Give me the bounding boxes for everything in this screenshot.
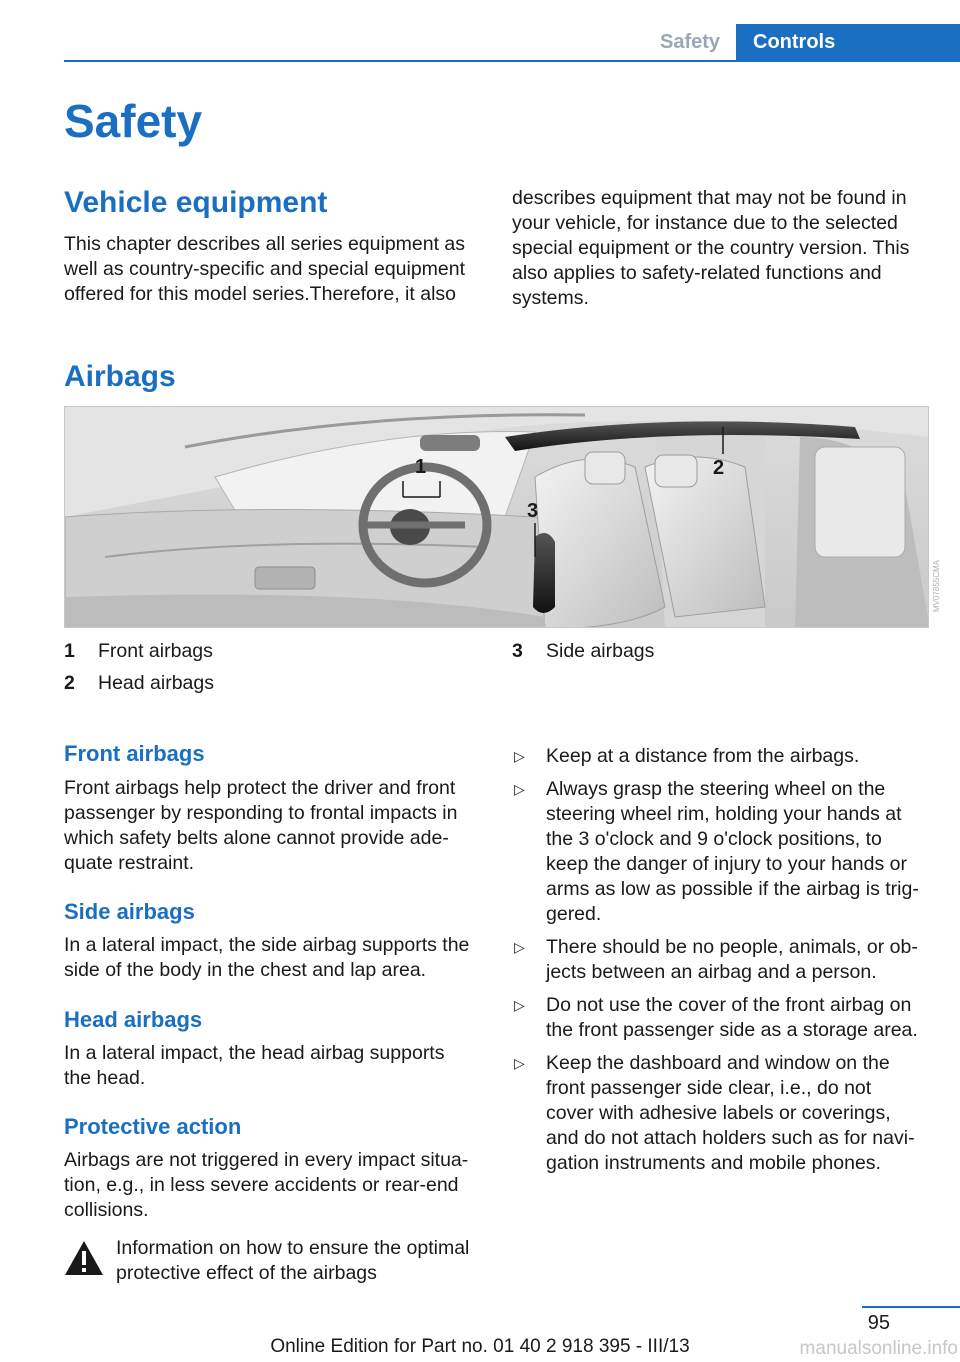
page-number: 95 [867, 1312, 890, 1334]
legend-label: Side airbags [546, 640, 655, 662]
legend-label: Head airbags [98, 672, 214, 694]
page-header [0, 24, 960, 62]
vehicle-equipment-text-col1: This chapter describes all series equipment as well as country-specific and special equipment offered for this model series.Therefore, it also [64, 233, 466, 305]
header-tab-controls: Controls [736, 24, 960, 62]
head-airbags-text: In a lateral impact, the head airbag supports the head. [64, 1042, 445, 1089]
airbags-heading: Airbags [64, 360, 176, 393]
callout-2: 2 [713, 457, 725, 479]
side-airbags-text: In a lateral impact, the side airbag supports the side of the body in the chest and lap area. [64, 934, 470, 981]
legend-number: 1 [64, 640, 75, 662]
bullet-triangle-icon: ▷ [514, 997, 525, 1013]
front-airbags-text: Front airbags help protect the driver and front passenger by responding to frontal impacts in which safety belts alone cannot provide ade‐ quate restraint. [64, 777, 458, 874]
head-airbags-heading: Head airbags [64, 1007, 203, 1032]
page-title: Safety [64, 95, 203, 147]
footer-edition: Online Edition for Part no. 01 40 2 918 395 - III/13 [270, 1336, 690, 1357]
callout-3: 3 [527, 500, 539, 522]
list-item: ▷ Keep the dashboard and window on the front passenger side clear, i.e., do not cover with adhesive labels or coverings, and do not attach holders such as for navi‐ gation instruments and mobile phones. [514, 1052, 915, 1174]
legend-label: Front airbags [98, 640, 213, 662]
front-airbags-heading: Front airbags [64, 741, 205, 766]
vehicle-equipment-text-col2: describes equipment that may not be found in your vehicle, for instance due to the selected special equipment or the country version. This also applies to safety-related functions and systems. [512, 187, 910, 309]
vehicle-equipment-heading: Vehicle equipment [64, 186, 328, 219]
side-airbags-heading: Side airbags [64, 899, 195, 924]
protective-action-heading: Protective action [64, 1114, 242, 1139]
list-item: ▷ Do not use the cover of the front airbag on the front passenger side as a storage area. [514, 994, 918, 1041]
warning-text: Information on how to ensure the optimal protective effect of the airbags [116, 1237, 470, 1284]
bullet-triangle-icon: ▷ [514, 748, 525, 764]
figure-code: MV07855CMA [932, 560, 941, 613]
footer-rule [862, 1306, 960, 1308]
bullet-triangle-icon: ▷ [514, 939, 525, 955]
list-item: ▷ Keep at a distance from the airbags. [514, 745, 860, 767]
legend-number: 3 [512, 640, 523, 662]
legend-number: 2 [64, 672, 75, 694]
callout-1: 1 [415, 456, 427, 478]
list-item: ▷ Always grasp the steering wheel on the steering wheel rim, holding your hands at the 3 o'clock and 9 o'clock positions, to keep the danger of injury to your hands or arms as low as possible if the airbag is trig‐ gered. [514, 778, 919, 925]
bullet-triangle-icon: ▷ [514, 781, 525, 797]
watermark: manualsonline.info [799, 1338, 958, 1359]
warning-note [64, 1236, 484, 1292]
warning-triangle-icon [64, 1240, 104, 1276]
bullet-triangle-icon: ▷ [514, 1055, 525, 1071]
list-item: ▷ There should be no people, animals, or ob‐ jects between an airbag and a person. [514, 936, 918, 983]
airbags-illustration [64, 406, 929, 628]
airbag-bullet-list [512, 744, 932, 1184]
header-rule [64, 60, 960, 62]
protective-action-text: Airbags are not triggered in every impact situa‐ tion, e.g., in less severe accidents or rear-end collisions. [64, 1149, 469, 1221]
header-tab-safety: Safety [659, 31, 721, 53]
